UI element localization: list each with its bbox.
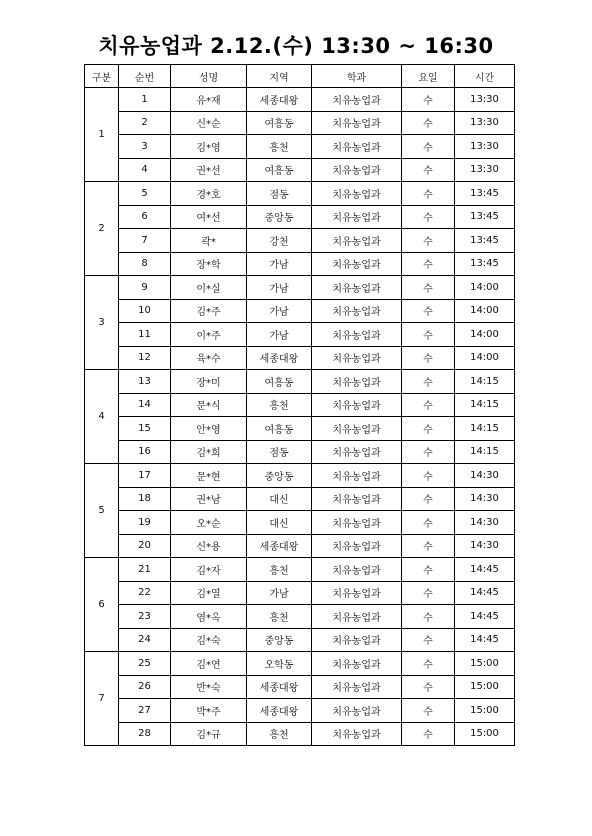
cell-region: 세종대왕 — [247, 534, 312, 558]
table-row — [85, 229, 515, 253]
table-row — [85, 158, 515, 182]
cell-number: 28 — [119, 722, 171, 746]
cell-department: 치유농업과 — [312, 370, 402, 394]
table-row — [85, 534, 515, 558]
cell-department: 치유농업과 — [312, 276, 402, 300]
cell-number: 1 — [119, 88, 171, 112]
table-row — [85, 652, 515, 676]
table-row — [85, 699, 515, 723]
cell-department: 치유농업과 — [312, 699, 402, 723]
cell-region: 중앙동 — [247, 205, 312, 229]
cell-name: 김*연 — [171, 652, 247, 676]
cell-name: 유*재 — [171, 88, 247, 112]
cell-region: 대신 — [247, 487, 312, 511]
table-row — [85, 252, 515, 276]
cell-region: 세종대왕 — [247, 346, 312, 370]
cell-department: 치유농업과 — [312, 158, 402, 182]
cell-number: 3 — [119, 135, 171, 159]
cell-time: 15:00 — [455, 675, 515, 699]
cell-time: 14:15 — [455, 440, 515, 464]
cell-department: 치유농업과 — [312, 534, 402, 558]
cell-name: 신*순 — [171, 111, 247, 135]
table-row — [85, 487, 515, 511]
cell-department: 치유농업과 — [312, 299, 402, 323]
cell-number: 5 — [119, 182, 171, 206]
cell-department: 치유농업과 — [312, 417, 402, 441]
cell-day: 수 — [402, 323, 455, 347]
cell-day: 수 — [402, 534, 455, 558]
cell-department: 치유농업과 — [312, 229, 402, 253]
header-name: 성명 — [171, 65, 247, 88]
cell-number: 10 — [119, 299, 171, 323]
cell-time: 15:00 — [455, 722, 515, 746]
cell-name: 반*숙 — [171, 675, 247, 699]
table-header-row — [85, 65, 515, 88]
cell-number: 16 — [119, 440, 171, 464]
cell-number: 17 — [119, 464, 171, 488]
cell-name: 경*호 — [171, 182, 247, 206]
cell-region: 대신 — [247, 511, 312, 535]
cell-region: 흥천 — [247, 558, 312, 582]
cell-day: 수 — [402, 182, 455, 206]
cell-number: 24 — [119, 628, 171, 652]
cell-day: 수 — [402, 652, 455, 676]
cell-time: 14:00 — [455, 276, 515, 300]
cell-day: 수 — [402, 88, 455, 112]
cell-day: 수 — [402, 464, 455, 488]
cell-day: 수 — [402, 346, 455, 370]
cell-number: 11 — [119, 323, 171, 347]
cell-department: 치유농업과 — [312, 323, 402, 347]
header-division: 구분 — [85, 65, 119, 88]
cell-division: 2 — [85, 182, 119, 276]
cell-name: 김*열 — [171, 581, 247, 605]
cell-name: 육*수 — [171, 346, 247, 370]
table-row — [85, 417, 515, 441]
cell-number: 13 — [119, 370, 171, 394]
cell-day: 수 — [402, 393, 455, 417]
cell-time: 14:30 — [455, 534, 515, 558]
cell-day: 수 — [402, 699, 455, 723]
cell-day: 수 — [402, 558, 455, 582]
cell-name: 염*옥 — [171, 605, 247, 629]
cell-time: 14:45 — [455, 605, 515, 629]
header-region: 지역 — [247, 65, 312, 88]
cell-region: 중앙동 — [247, 628, 312, 652]
cell-name: 김*규 — [171, 722, 247, 746]
cell-day: 수 — [402, 205, 455, 229]
cell-number: 4 — [119, 158, 171, 182]
table-row — [85, 323, 515, 347]
cell-time: 15:00 — [455, 699, 515, 723]
cell-day: 수 — [402, 487, 455, 511]
cell-day: 수 — [402, 511, 455, 535]
cell-division: 5 — [85, 464, 119, 558]
cell-name: 김*숙 — [171, 628, 247, 652]
cell-number: 21 — [119, 558, 171, 582]
cell-name: 박*주 — [171, 699, 247, 723]
table-row — [85, 346, 515, 370]
cell-time: 13:30 — [455, 158, 515, 182]
cell-day: 수 — [402, 675, 455, 699]
header-number: 순번 — [119, 65, 171, 88]
cell-number: 12 — [119, 346, 171, 370]
cell-number: 20 — [119, 534, 171, 558]
cell-time: 13:45 — [455, 205, 515, 229]
table-row — [85, 511, 515, 535]
cell-region: 점동 — [247, 440, 312, 464]
cell-division: 7 — [85, 652, 119, 746]
cell-time: 13:30 — [455, 111, 515, 135]
cell-name: 김*자 — [171, 558, 247, 582]
cell-region: 여흥동 — [247, 370, 312, 394]
cell-number: 22 — [119, 581, 171, 605]
cell-region: 흥천 — [247, 393, 312, 417]
cell-time: 14:45 — [455, 581, 515, 605]
cell-name: 장*학 — [171, 252, 247, 276]
cell-name: 곽* — [171, 229, 247, 253]
cell-division: 6 — [85, 558, 119, 652]
cell-time: 14:45 — [455, 558, 515, 582]
table-row — [85, 276, 515, 300]
cell-region: 흥천 — [247, 605, 312, 629]
cell-time: 14:15 — [455, 393, 515, 417]
header-day: 요일 — [402, 65, 455, 88]
cell-time: 13:45 — [455, 229, 515, 253]
cell-day: 수 — [402, 628, 455, 652]
cell-region: 흥천 — [247, 722, 312, 746]
cell-division: 3 — [85, 276, 119, 370]
cell-name: 이*실 — [171, 276, 247, 300]
cell-day: 수 — [402, 135, 455, 159]
cell-name: 여*선 — [171, 205, 247, 229]
cell-department: 치유농업과 — [312, 346, 402, 370]
cell-name: 김*영 — [171, 135, 247, 159]
cell-region: 중앙동 — [247, 464, 312, 488]
cell-number: 2 — [119, 111, 171, 135]
cell-region: 흥천 — [247, 135, 312, 159]
cell-department: 치유농업과 — [312, 252, 402, 276]
table-row — [85, 581, 515, 605]
cell-division: 1 — [85, 88, 119, 182]
table-row — [85, 722, 515, 746]
cell-day: 수 — [402, 417, 455, 441]
schedule-table — [84, 64, 515, 746]
cell-time: 14:15 — [455, 417, 515, 441]
cell-region: 여흥동 — [247, 111, 312, 135]
cell-department: 치유농업과 — [312, 205, 402, 229]
cell-department: 치유농업과 — [312, 511, 402, 535]
table-row — [85, 135, 515, 159]
cell-number: 8 — [119, 252, 171, 276]
cell-time: 14:00 — [455, 323, 515, 347]
cell-department: 치유농업과 — [312, 464, 402, 488]
page-title: 치유농업과 2.12.(수) 13:30 ~ 16:30 — [98, 34, 494, 58]
cell-name: 권*선 — [171, 158, 247, 182]
cell-region: 가남 — [247, 299, 312, 323]
table-row — [85, 393, 515, 417]
table-row — [85, 675, 515, 699]
cell-time: 14:15 — [455, 370, 515, 394]
cell-name: 신*용 — [171, 534, 247, 558]
cell-region: 세종대왕 — [247, 675, 312, 699]
cell-day: 수 — [402, 722, 455, 746]
cell-time: 14:45 — [455, 628, 515, 652]
cell-department: 치유농업과 — [312, 581, 402, 605]
cell-department: 치유농업과 — [312, 135, 402, 159]
cell-day: 수 — [402, 111, 455, 135]
cell-department: 치유농업과 — [312, 393, 402, 417]
cell-number: 18 — [119, 487, 171, 511]
cell-department: 치유농업과 — [312, 558, 402, 582]
cell-day: 수 — [402, 229, 455, 253]
table-row — [85, 88, 515, 112]
table-row — [85, 182, 515, 206]
table-row — [85, 205, 515, 229]
cell-number: 15 — [119, 417, 171, 441]
header-department: 학과 — [312, 65, 402, 88]
cell-time: 14:30 — [455, 511, 515, 535]
table-row — [85, 111, 515, 135]
table-row — [85, 464, 515, 488]
cell-day: 수 — [402, 605, 455, 629]
cell-name: 오*순 — [171, 511, 247, 535]
cell-region: 세종대왕 — [247, 699, 312, 723]
cell-department: 치유농업과 — [312, 652, 402, 676]
cell-day: 수 — [402, 276, 455, 300]
cell-department: 치유농업과 — [312, 440, 402, 464]
cell-region: 가남 — [247, 276, 312, 300]
cell-time: 14:00 — [455, 299, 515, 323]
cell-name: 김*희 — [171, 440, 247, 464]
cell-department: 치유농업과 — [312, 487, 402, 511]
cell-number: 23 — [119, 605, 171, 629]
header-time: 시간 — [455, 65, 515, 88]
cell-region: 오학동 — [247, 652, 312, 676]
cell-time: 15:00 — [455, 652, 515, 676]
cell-time: 13:45 — [455, 182, 515, 206]
table-row — [85, 605, 515, 629]
cell-day: 수 — [402, 158, 455, 182]
cell-number: 27 — [119, 699, 171, 723]
cell-department: 치유농업과 — [312, 628, 402, 652]
cell-name: 장*미 — [171, 370, 247, 394]
cell-name: 안*영 — [171, 417, 247, 441]
cell-region: 점동 — [247, 182, 312, 206]
cell-department: 치유농업과 — [312, 182, 402, 206]
cell-department: 치유농업과 — [312, 722, 402, 746]
cell-time: 13:45 — [455, 252, 515, 276]
cell-division: 4 — [85, 370, 119, 464]
cell-department: 치유농업과 — [312, 88, 402, 112]
cell-region: 가남 — [247, 323, 312, 347]
table-row — [85, 558, 515, 582]
cell-time: 14:30 — [455, 464, 515, 488]
cell-number: 6 — [119, 205, 171, 229]
cell-time: 13:30 — [455, 88, 515, 112]
cell-region: 가남 — [247, 252, 312, 276]
cell-time: 14:00 — [455, 346, 515, 370]
cell-region: 강천 — [247, 229, 312, 253]
cell-number: 26 — [119, 675, 171, 699]
cell-region: 여흥동 — [247, 158, 312, 182]
table-row — [85, 628, 515, 652]
cell-day: 수 — [402, 299, 455, 323]
cell-region: 세종대왕 — [247, 88, 312, 112]
cell-department: 치유농업과 — [312, 605, 402, 629]
cell-number: 7 — [119, 229, 171, 253]
cell-time: 14:30 — [455, 487, 515, 511]
cell-department: 치유농업과 — [312, 675, 402, 699]
cell-name: 문*현 — [171, 464, 247, 488]
table-row — [85, 299, 515, 323]
cell-number: 14 — [119, 393, 171, 417]
cell-name: 이*주 — [171, 323, 247, 347]
table-row — [85, 440, 515, 464]
cell-number: 19 — [119, 511, 171, 535]
cell-time: 13:30 — [455, 135, 515, 159]
cell-name: 문*식 — [171, 393, 247, 417]
cell-name: 김*주 — [171, 299, 247, 323]
table-row — [85, 370, 515, 394]
cell-day: 수 — [402, 370, 455, 394]
cell-number: 9 — [119, 276, 171, 300]
cell-name: 권*남 — [171, 487, 247, 511]
cell-number: 25 — [119, 652, 171, 676]
cell-day: 수 — [402, 581, 455, 605]
cell-day: 수 — [402, 440, 455, 464]
cell-department: 치유농업과 — [312, 111, 402, 135]
cell-day: 수 — [402, 252, 455, 276]
table-body — [85, 88, 515, 746]
cell-region: 가남 — [247, 581, 312, 605]
cell-region: 여흥동 — [247, 417, 312, 441]
